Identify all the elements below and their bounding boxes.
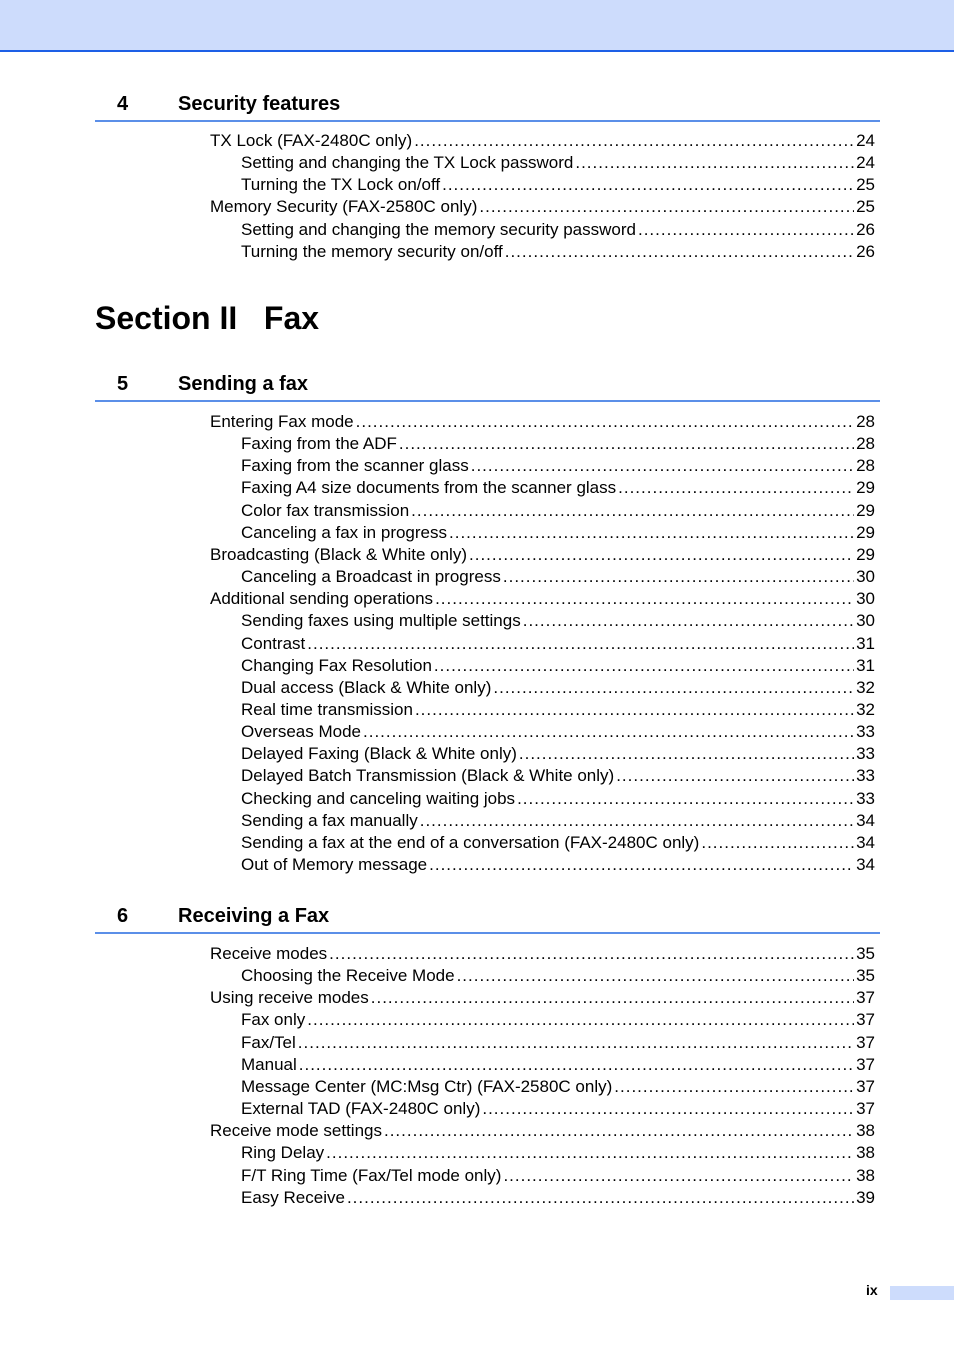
- dot-leader: [638, 219, 854, 241]
- dot-leader: [479, 196, 854, 218]
- toc-entry-title: Turning the TX Lock on/off: [241, 175, 441, 195]
- chapter-5-heading: [95, 370, 880, 402]
- toc-entry-title: Receive modes: [210, 944, 328, 963]
- toc-entry-title: Easy Receive: [241, 1187, 345, 1207]
- toc-entry-title: Faxing from the ADF: [241, 434, 397, 454]
- dot-leader: [384, 1120, 854, 1142]
- toc-entry-page: 29: [856, 544, 875, 564]
- toc-entry[interactable]: [210, 130, 875, 152]
- toc-entry[interactable]: [241, 1142, 875, 1164]
- toc-entry-page: 37: [856, 1054, 875, 1074]
- toc-entry-page: 37: [856, 1032, 875, 1052]
- toc-entry-title: F/T Ring Time (Fax/Tel mode only): [241, 1165, 502, 1185]
- dot-leader: [347, 1187, 854, 1209]
- toc-entry-page: 37: [856, 1099, 875, 1119]
- dot-leader: [482, 1098, 854, 1120]
- toc-entry-title: Fax/Tel: [241, 1032, 296, 1052]
- dot-leader: [299, 1054, 854, 1076]
- toc-entry-title: Delayed Faxing (Black & White only): [241, 744, 517, 764]
- toc-entry-page: 34: [856, 855, 875, 874]
- toc-entry[interactable]: [241, 477, 875, 499]
- toc-entry-title: Color fax transmission: [241, 500, 410, 520]
- toc-entry[interactable]: [210, 943, 875, 965]
- toc-entry-title: Using receive modes: [210, 988, 369, 1008]
- toc-entry-title: Turning the memory security on/off: [241, 241, 503, 261]
- toc-entry-title: TX Lock (FAX-2480C only): [210, 131, 413, 150]
- toc-entry[interactable]: [210, 544, 875, 566]
- toc-entry[interactable]: [241, 1187, 875, 1209]
- header-band: [0, 0, 954, 52]
- toc-entry-page: 25: [856, 175, 875, 195]
- dot-leader: [457, 965, 855, 987]
- toc-entry[interactable]: [241, 610, 875, 632]
- dot-leader: [503, 1165, 854, 1187]
- toc-entry-title: Broadcasting (Black & White only): [210, 544, 467, 564]
- dot-leader: [307, 1009, 854, 1031]
- toc-entry[interactable]: [241, 1032, 875, 1054]
- chapter-title: Sending a fax: [178, 373, 309, 395]
- toc-entry-page: 29: [856, 478, 875, 498]
- toc-entry-title: Sending a fax manually: [241, 810, 418, 830]
- toc-entry[interactable]: [241, 854, 875, 876]
- dot-leader: [618, 477, 854, 499]
- toc-entry-title: Entering Fax mode: [210, 412, 354, 431]
- toc-entry-page: 35: [856, 944, 875, 963]
- toc-entry[interactable]: [241, 219, 875, 241]
- toc-entry-page: 33: [856, 722, 875, 742]
- toc-entry[interactable]: [241, 241, 875, 263]
- toc-entry-title: Overseas Mode: [241, 722, 361, 742]
- toc-entry[interactable]: [241, 522, 875, 544]
- page-tab: [890, 1286, 954, 1300]
- dot-leader: [411, 500, 854, 522]
- toc-entry-page: 33: [856, 766, 875, 786]
- dot-leader: [523, 610, 854, 632]
- toc-entry-title: Out of Memory message: [241, 855, 428, 874]
- toc-entry-title: Canceling a fax in progress: [241, 522, 448, 542]
- dot-leader: [503, 566, 854, 588]
- toc-entry-page: 32: [856, 677, 875, 697]
- dot-leader: [469, 544, 854, 566]
- dot-leader: [414, 130, 854, 152]
- toc-entry[interactable]: [241, 174, 875, 196]
- toc-entry[interactable]: [210, 196, 875, 218]
- dot-leader: [371, 987, 854, 1009]
- toc-entry-title: Faxing A4 size documents from the scanner glass: [241, 478, 617, 498]
- toc-entry-page: 38: [856, 1165, 875, 1185]
- toc-entry-title: Canceling a Broadcast in progress: [241, 567, 501, 587]
- toc-entry-page: 29: [856, 500, 875, 520]
- toc-entry-page: 38: [856, 1143, 875, 1163]
- toc-entry-title: Delayed Batch Transmission (Black & White only): [241, 766, 615, 786]
- toc-entry[interactable]: [241, 566, 875, 588]
- dot-leader: [307, 633, 854, 655]
- toc-entry[interactable]: [210, 411, 875, 433]
- dot-leader: [363, 721, 854, 743]
- page-number: ix: [866, 1282, 878, 1298]
- dot-leader: [435, 588, 854, 610]
- toc-entry-title: External TAD (FAX-2480C only): [241, 1099, 481, 1119]
- toc-entry-title: Receive mode settings: [210, 1121, 382, 1141]
- toc-entry-page: 34: [856, 832, 875, 852]
- toc-entry[interactable]: [241, 500, 875, 522]
- toc-entry[interactable]: [241, 1098, 875, 1120]
- section-label: Section II: [95, 300, 238, 336]
- dot-leader: [701, 832, 854, 854]
- toc-entry-title: Choosing the Receive Mode: [241, 966, 455, 986]
- toc-entry-title: Sending a fax at the end of a conversation (FAX-2480C only): [241, 832, 700, 852]
- dot-leader: [519, 743, 854, 765]
- toc-entry-page: 31: [856, 655, 875, 675]
- toc-entry[interactable]: [210, 1120, 875, 1142]
- dot-leader: [493, 677, 854, 699]
- toc-entry-page: 32: [856, 699, 875, 719]
- toc-entry-page: 35: [856, 966, 875, 986]
- toc-entry[interactable]: [241, 633, 875, 655]
- toc-entry-title: Dual access (Black & White only): [241, 677, 492, 697]
- toc-entry-page: 28: [856, 456, 875, 476]
- dot-leader: [434, 655, 854, 677]
- toc-entry[interactable]: [241, 810, 875, 832]
- toc-entry[interactable]: [241, 765, 875, 787]
- toc-entry-title: Ring Delay: [241, 1143, 325, 1163]
- toc-entry-page: 28: [856, 412, 875, 431]
- dot-leader: [329, 943, 854, 965]
- dot-leader: [399, 433, 854, 455]
- toc-entry[interactable]: [241, 152, 875, 174]
- chapter-number: 4: [117, 93, 129, 115]
- toc-entry[interactable]: [210, 588, 875, 610]
- chapter-number: 6: [117, 905, 129, 927]
- toc-entry-page: 24: [856, 153, 875, 173]
- toc-entry-page: 37: [856, 1076, 875, 1096]
- toc-entry-page: 25: [856, 197, 875, 217]
- toc-entry-title: Contrast: [241, 633, 306, 653]
- dot-leader: [415, 699, 854, 721]
- chapter-number: 5: [117, 373, 129, 395]
- toc-entry-page: 39: [856, 1187, 875, 1207]
- toc-entry[interactable]: [241, 1076, 875, 1098]
- toc-entry-title: Sending faxes using multiple settings: [241, 611, 521, 631]
- dot-leader: [614, 1076, 854, 1098]
- dot-leader: [517, 788, 854, 810]
- toc-entry-title: Message Center (MC:Msg Ctr) (FAX-2580C only): [241, 1076, 613, 1096]
- dot-leader: [449, 522, 854, 544]
- toc-entry-title: Setting and changing the TX Lock password: [241, 153, 574, 173]
- toc-entry[interactable]: [241, 699, 875, 721]
- toc-entry[interactable]: [241, 433, 875, 455]
- dot-leader: [326, 1142, 854, 1164]
- chapter-title: Security features: [178, 93, 341, 115]
- toc-entry[interactable]: [241, 1165, 875, 1187]
- toc-entry[interactable]: [241, 1009, 875, 1031]
- toc-entry-title: Real time transmission: [241, 699, 413, 719]
- toc-entry-title: Additional sending operations: [210, 589, 434, 609]
- chapter-6-heading: [95, 902, 880, 934]
- section-title: Fax: [263, 300, 320, 336]
- dot-leader: [471, 455, 854, 477]
- toc-entry[interactable]: [241, 832, 875, 854]
- dot-leader: [429, 854, 854, 876]
- toc-entry-page: 30: [856, 589, 875, 609]
- toc-entry-page: 24: [856, 131, 875, 150]
- toc-entry-title: Fax only: [241, 1010, 306, 1030]
- toc-entry-page: 30: [856, 567, 875, 587]
- toc-entry[interactable]: [241, 655, 875, 677]
- toc-entry-title: Setting and changing the memory security password: [241, 219, 636, 239]
- toc-entry[interactable]: [241, 965, 875, 987]
- toc-entry-title: Manual: [241, 1054, 297, 1074]
- toc-entry-page: 30: [856, 611, 875, 631]
- dot-leader: [298, 1032, 854, 1054]
- toc-entry[interactable]: [241, 721, 875, 743]
- toc-entry[interactable]: [241, 788, 875, 810]
- toc-entry-page: 29: [856, 522, 875, 542]
- section-heading: [95, 300, 319, 337]
- toc-entry-title: Memory Security (FAX-2580C only): [210, 197, 478, 217]
- toc-entry-page: 33: [856, 744, 875, 764]
- dot-leader: [575, 152, 854, 174]
- toc-entry-title: Changing Fax Resolution: [241, 655, 432, 675]
- toc-entry-title: Faxing from the scanner glass: [241, 456, 469, 476]
- dot-leader: [505, 241, 854, 263]
- toc-entry[interactable]: [210, 987, 875, 1009]
- dot-leader: [420, 810, 854, 832]
- toc-entry-page: 37: [856, 1010, 875, 1030]
- chapter-4-heading: [95, 90, 880, 122]
- dot-leader: [356, 411, 854, 433]
- toc-entry[interactable]: [241, 677, 875, 699]
- toc-entry[interactable]: [241, 743, 875, 765]
- toc-entry-page: 31: [856, 633, 875, 653]
- toc-entry-page: 28: [856, 434, 875, 454]
- toc-entry-page: 26: [856, 219, 875, 239]
- toc-entry-page: 34: [856, 810, 875, 830]
- toc-entry-page: 33: [856, 788, 875, 808]
- toc-entry[interactable]: [241, 455, 875, 477]
- toc-entry-page: 37: [856, 988, 875, 1008]
- toc-entry-title: Checking and canceling waiting jobs: [241, 788, 516, 808]
- toc-entry-page: 26: [856, 241, 875, 261]
- dot-leader: [616, 765, 854, 787]
- toc-entry[interactable]: [241, 1054, 875, 1076]
- chapter-title: Receiving a Fax: [178, 905, 330, 927]
- toc-entry-page: 38: [856, 1121, 875, 1141]
- dot-leader: [442, 174, 854, 196]
